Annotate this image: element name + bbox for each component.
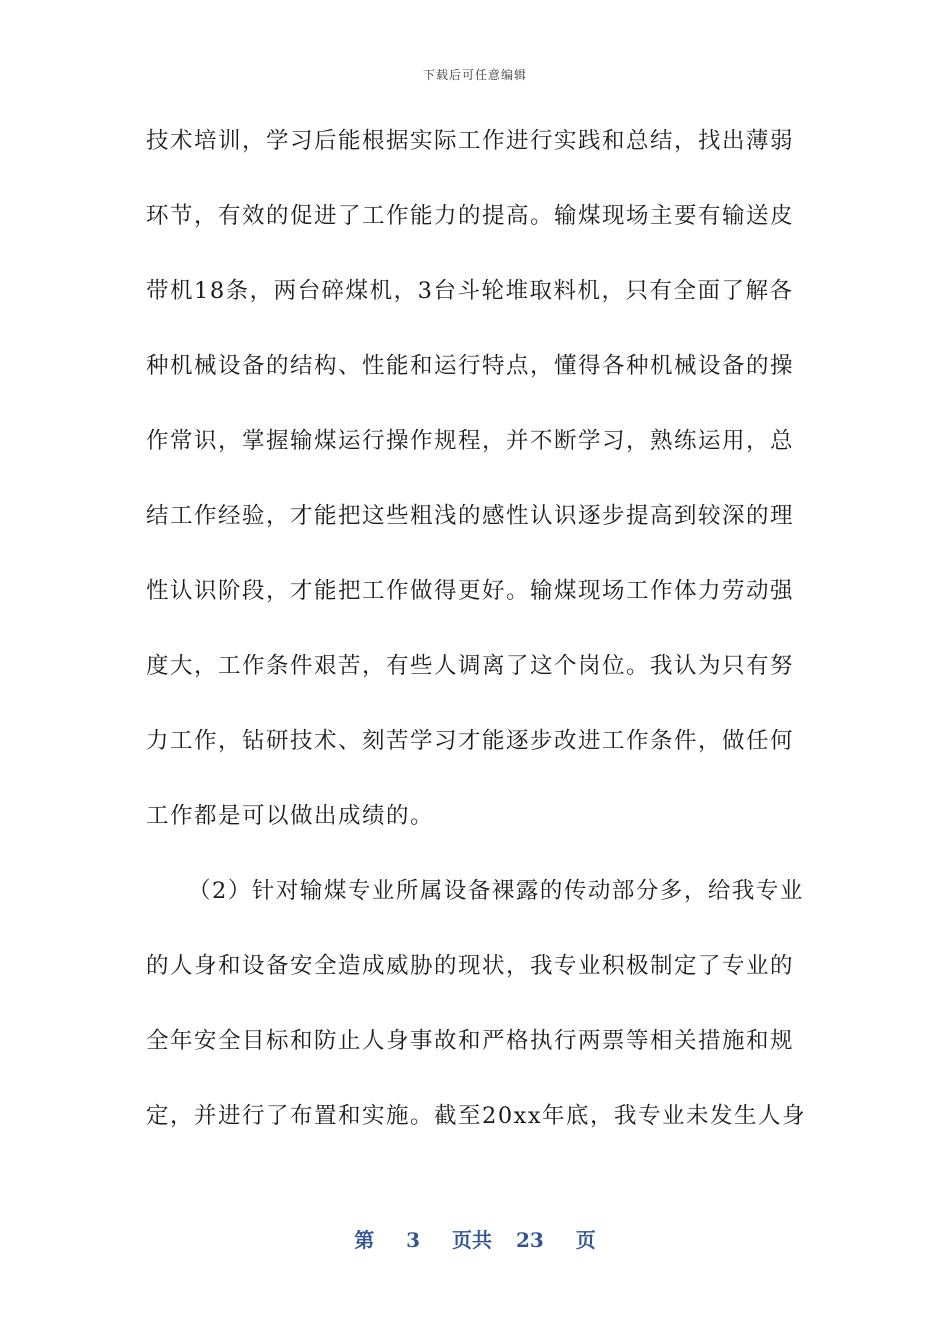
total-pages-number: 23: [515, 1228, 544, 1252]
text-line: 环节，有效的促进了工作能力的提高。输煤现场主要有输送皮: [146, 203, 795, 229]
text-line: 全年安全目标和防止人身事故和严格执行两票等相关措施和规: [146, 1028, 795, 1054]
text-line: 性认识阶段，才能把工作做得更好。输煤现场工作体力劳动强: [146, 578, 795, 604]
text-line: 度大，工作条件艰苦，有些人调离了这个岗位。我认为只有努: [146, 653, 795, 679]
text-line: 带机18条，两台碎煤机，3台斗轮堆取料机，只有全面了解各: [146, 278, 794, 304]
page-suffix: 页: [575, 1228, 596, 1252]
text-line: 力工作，钻研技术、刻苦学习才能逐步改进工作条件，做任何: [146, 728, 795, 754]
page-middle-text: 页共: [452, 1228, 493, 1252]
page-header: 下载后可任意编辑: [422, 68, 527, 82]
text-line: 技术培训，学习后能根据实际工作进行实践和总结，找出薄弱: [146, 128, 795, 154]
text-line: 结工作经验，才能把这些粗浅的感性认识逐步提高到较深的理: [146, 503, 795, 529]
text-line: 种机械设备的结构、性能和运行特点，懂得各种机械设备的操: [146, 353, 795, 379]
text-line: 的人身和设备安全造成威胁的现状，我专业积极制定了专业的: [146, 953, 795, 979]
current-page-number: 3: [406, 1228, 421, 1252]
page-prefix: 第: [354, 1228, 375, 1252]
paragraph-start-line: （2）针对输煤专业所属设备裸露的传动部分多，给我专业: [188, 878, 804, 904]
text-line: 定，并进行了布置和实施。截至20xx年底，我专业未发生人身: [146, 1103, 807, 1129]
page-footer: [0, 1224, 950, 1253]
text-line: 工作都是可以做出成绩的。: [146, 803, 435, 829]
document-body: [146, 116, 806, 1166]
text-line: 作常识，掌握输煤运行操作规程，并不断学习，熟练运用，总: [146, 428, 795, 454]
